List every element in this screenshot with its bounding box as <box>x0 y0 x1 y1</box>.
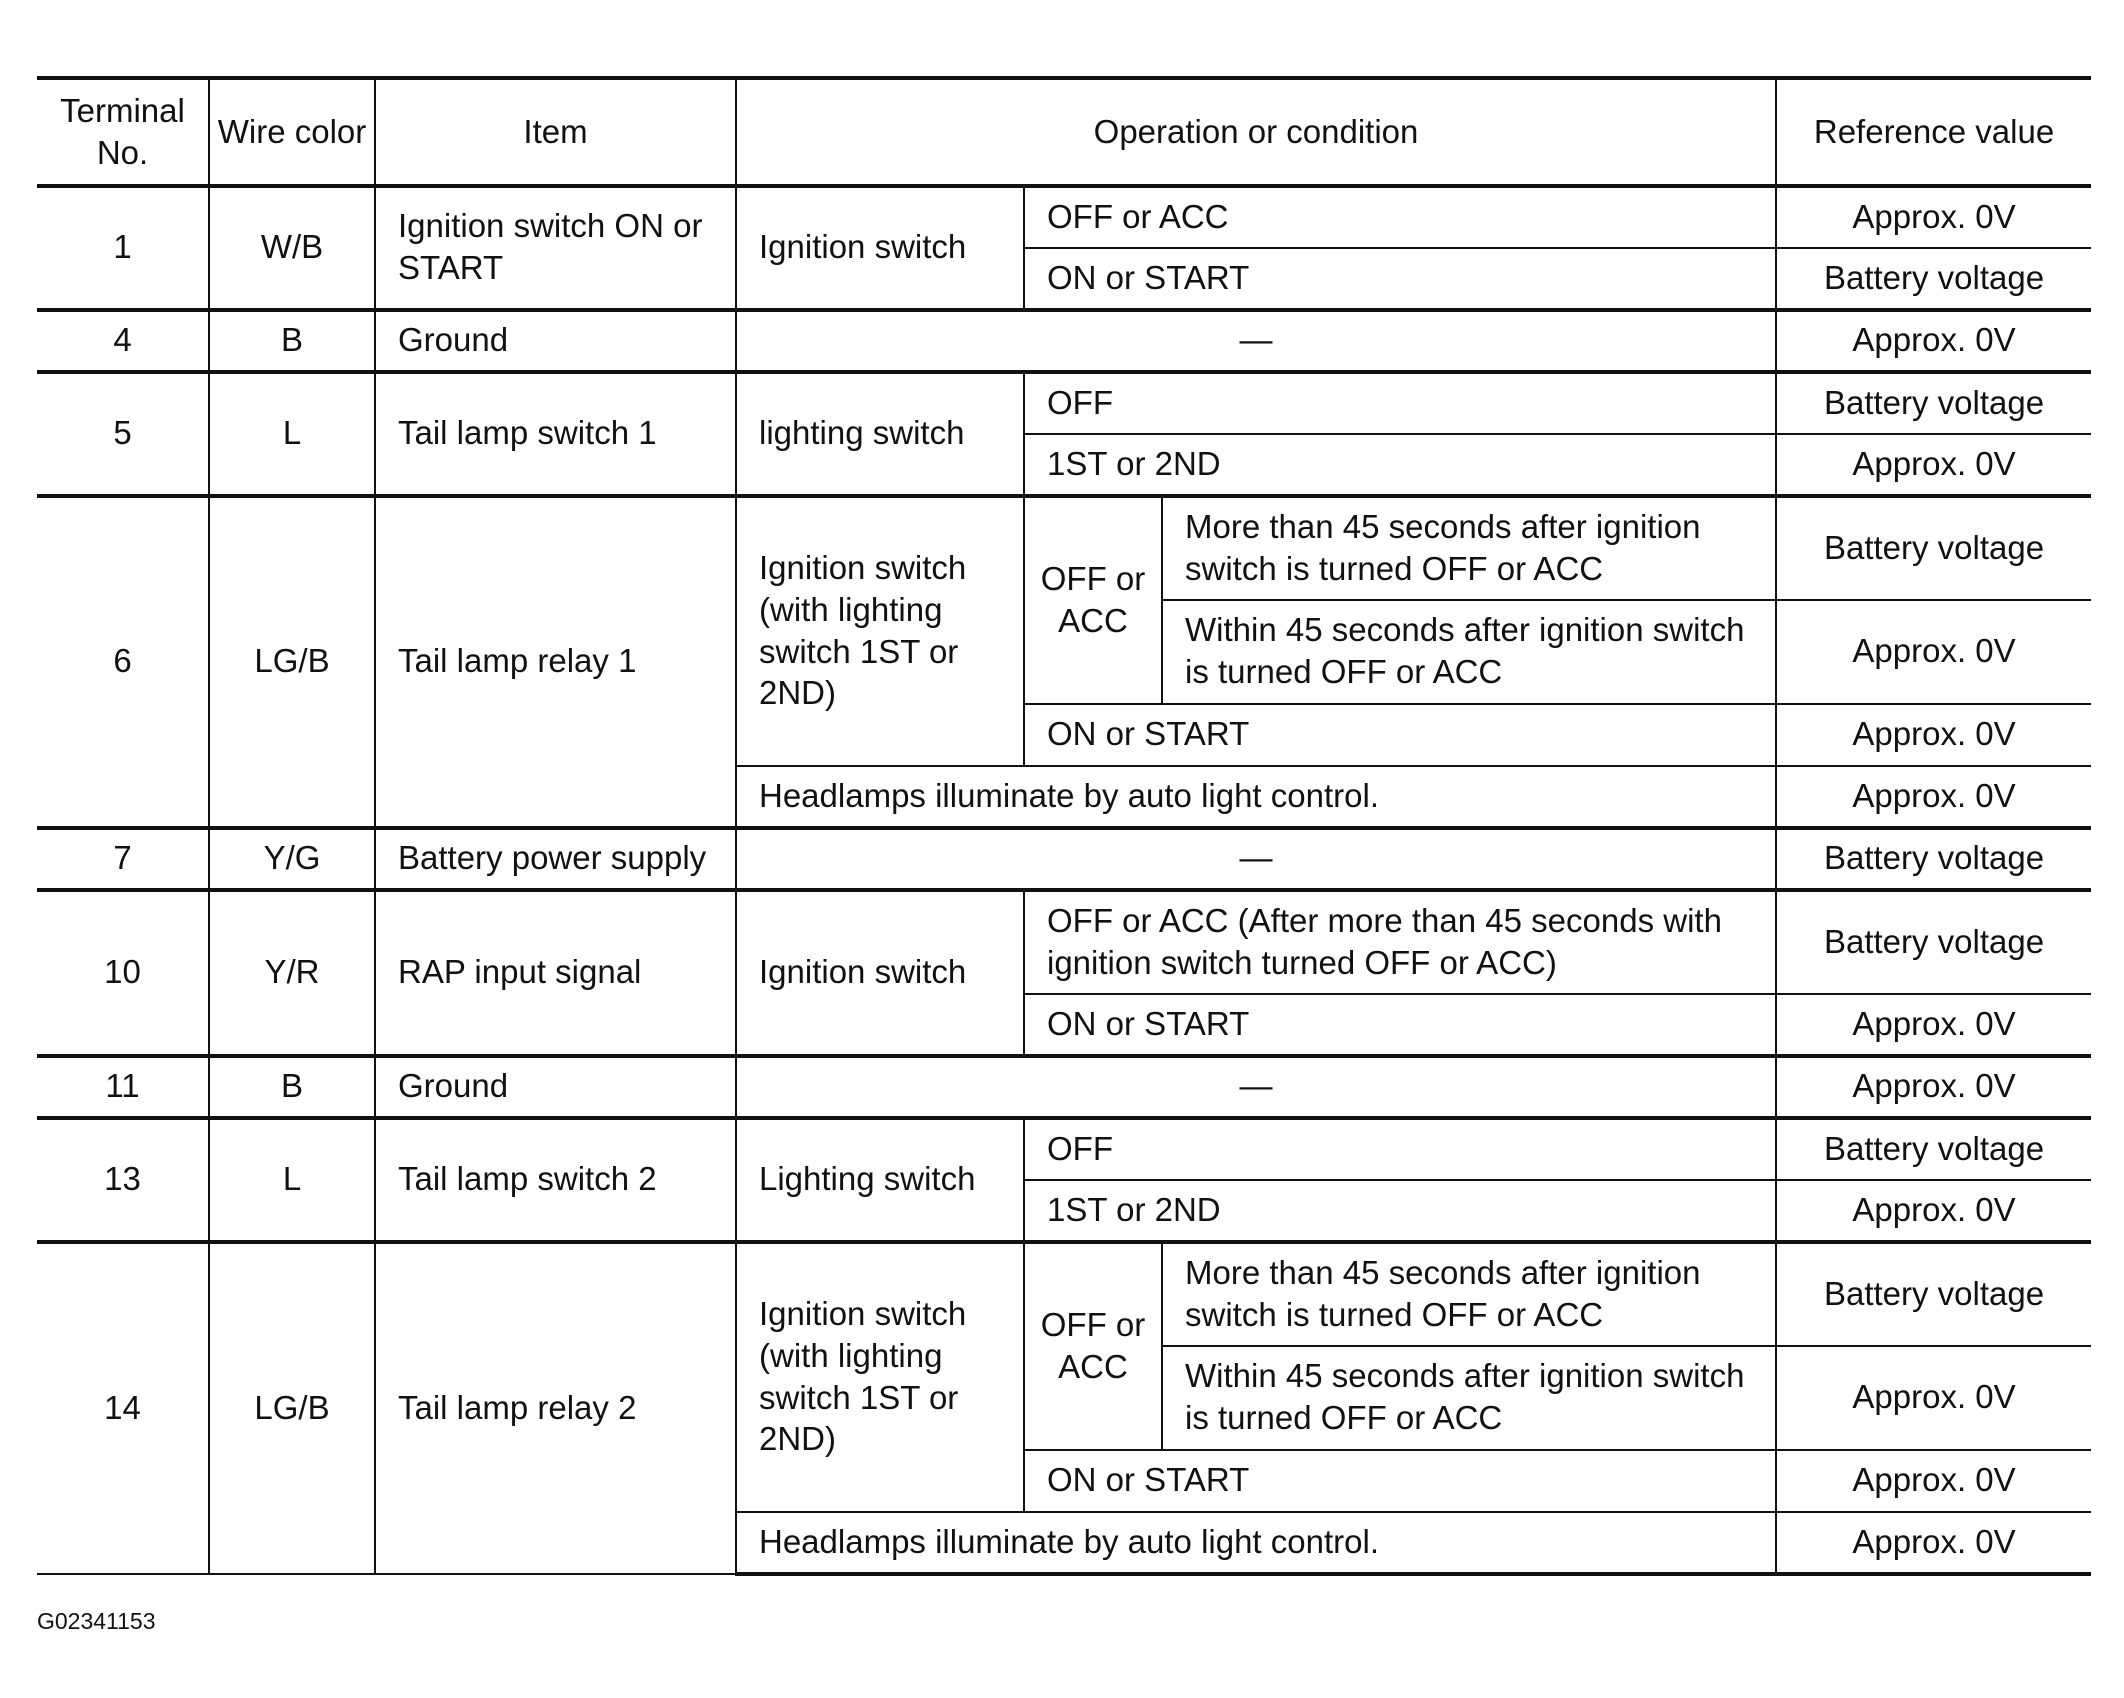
wire-color-cell: B <box>209 310 375 372</box>
terminal-no-cell: 10 <box>37 890 209 1056</box>
terminal-reference-table <box>37 76 2091 1576</box>
table-row <box>37 1056 2091 1118</box>
condition-cell: OFF or ACC <box>1024 186 1776 248</box>
reference-value-cell: Battery voltage <box>1776 1242 2091 1346</box>
reference-value-cell: Approx. 0V <box>1776 994 2091 1056</box>
reference-value-cell: Approx. 0V <box>1776 1450 2091 1512</box>
reference-value-cell: Approx. 0V <box>1776 310 2091 372</box>
header-row <box>37 78 2091 186</box>
item-cell: Ground <box>375 310 736 372</box>
table-row <box>37 890 2091 994</box>
reference-value-cell: Approx. 0V <box>1776 1056 2091 1118</box>
table-row <box>37 496 2091 600</box>
item-cell: Tail lamp relay 2 <box>375 1242 736 1574</box>
wire-color-cell: L <box>209 372 375 496</box>
reference-value-cell: Battery voltage <box>1776 890 2091 994</box>
switch-cell: Lighting switch <box>736 1118 1024 1242</box>
condition-cell: ON or START <box>1024 704 1776 766</box>
condition-cell: 1ST or 2ND <box>1024 434 1776 496</box>
reference-value-cell: Approx. 0V <box>1776 1180 2091 1242</box>
item-cell: Tail lamp switch 2 <box>375 1118 736 1242</box>
reference-value-cell: Battery voltage <box>1776 1118 2091 1180</box>
figure-id: G02341153 <box>37 1608 156 1634</box>
item-cell: Tail lamp relay 1 <box>375 496 736 828</box>
condition-cell: ON or START <box>1024 994 1776 1056</box>
condition-cell: Within 45 seconds after ignition switch is turned OFF or ACC <box>1162 1346 1776 1450</box>
table-row <box>37 828 2091 890</box>
reference-value-cell: Approx. 0V <box>1776 766 2091 828</box>
reference-value-cell: Battery voltage <box>1776 496 2091 600</box>
terminal-no-cell: 6 <box>37 496 209 828</box>
reference-value-cell: Approx. 0V <box>1776 704 2091 766</box>
reference-value-cell: Approx. 0V <box>1776 1512 2091 1574</box>
switch-cell: lighting switch <box>736 372 1024 496</box>
condition-cell: ON or START <box>1024 248 1776 310</box>
terminal-no-cell: 14 <box>37 1242 209 1574</box>
wire-color-cell: LG/B <box>209 1242 375 1574</box>
terminal-no-cell: 11 <box>37 1056 209 1118</box>
table-row <box>37 1242 2091 1346</box>
wire-color-cell: L <box>209 1118 375 1242</box>
terminal-reference-table-container <box>37 76 2091 1576</box>
header-wire-color: Wire color <box>209 78 375 186</box>
header-operation-or-condition: Operation or condition <box>736 78 1776 186</box>
reference-value-cell: Approx. 0V <box>1776 434 2091 496</box>
condition-cell: OFF <box>1024 1118 1776 1180</box>
table-row <box>37 186 2091 248</box>
header-reference-value: Reference value <box>1776 78 2091 186</box>
condition-cell: 1ST or 2ND <box>1024 1180 1776 1242</box>
header-item: Item <box>375 78 736 186</box>
table-row <box>37 372 2091 434</box>
item-cell: Ground <box>375 1056 736 1118</box>
reference-value-cell: Battery voltage <box>1776 828 2091 890</box>
table-row <box>37 1118 2091 1180</box>
condition-cell: More than 45 seconds after ignition switch is turned OFF or ACC <box>1162 496 1776 600</box>
reference-value-cell: Battery voltage <box>1776 248 2091 310</box>
wire-color-cell: Y/R <box>209 890 375 1056</box>
condition-cell: Headlamps illuminate by auto light control. <box>736 1512 1776 1574</box>
condition-cell: OFF <box>1024 372 1776 434</box>
condition-cell: ON or START <box>1024 1450 1776 1512</box>
wire-color-cell: W/B <box>209 186 375 310</box>
item-cell: Ignition switch ON or START <box>375 186 736 310</box>
condition-cell: Headlamps illuminate by auto light control. <box>736 766 1776 828</box>
switch-cell: Ignition switch (with lighting switch 1ST or 2ND) <box>736 496 1024 766</box>
reference-value-cell: Approx. 0V <box>1776 600 2091 704</box>
condition-cell: More than 45 seconds after ignition switch is turned OFF or ACC <box>1162 1242 1776 1346</box>
terminal-no-cell: 1 <box>37 186 209 310</box>
terminal-no-cell: 7 <box>37 828 209 890</box>
terminal-no-cell: 13 <box>37 1118 209 1242</box>
switch-cell: Ignition switch <box>736 186 1024 310</box>
switch-cell: Ignition switch <box>736 890 1024 1056</box>
reference-value-cell: Approx. 0V <box>1776 1346 2091 1450</box>
table-row <box>37 310 2091 372</box>
operation-cell: — <box>736 1056 1776 1118</box>
operation-cell: — <box>736 828 1776 890</box>
condition-cell: OFF or ACC (After more than 45 seconds with ignition switch turned OFF or ACC) <box>1024 890 1776 994</box>
reference-value-cell: Approx. 0V <box>1776 186 2091 248</box>
wire-color-cell: Y/G <box>209 828 375 890</box>
terminal-no-cell: 4 <box>37 310 209 372</box>
item-cell: RAP input signal <box>375 890 736 1056</box>
item-cell: Battery power supply <box>375 828 736 890</box>
reference-value-cell: Battery voltage <box>1776 372 2091 434</box>
operation-cell: — <box>736 310 1776 372</box>
condition-cell: Within 45 seconds after ignition switch is turned OFF or ACC <box>1162 600 1776 704</box>
switch-state-cell: OFF or ACC <box>1024 496 1162 704</box>
item-cell: Tail lamp switch 1 <box>375 372 736 496</box>
terminal-no-cell: 5 <box>37 372 209 496</box>
wire-color-cell: LG/B <box>209 496 375 828</box>
header-terminal-no: Terminal No. <box>37 78 209 186</box>
switch-state-cell: OFF or ACC <box>1024 1242 1162 1450</box>
switch-cell: Ignition switch (with lighting switch 1ST or 2ND) <box>736 1242 1024 1512</box>
wire-color-cell: B <box>209 1056 375 1118</box>
